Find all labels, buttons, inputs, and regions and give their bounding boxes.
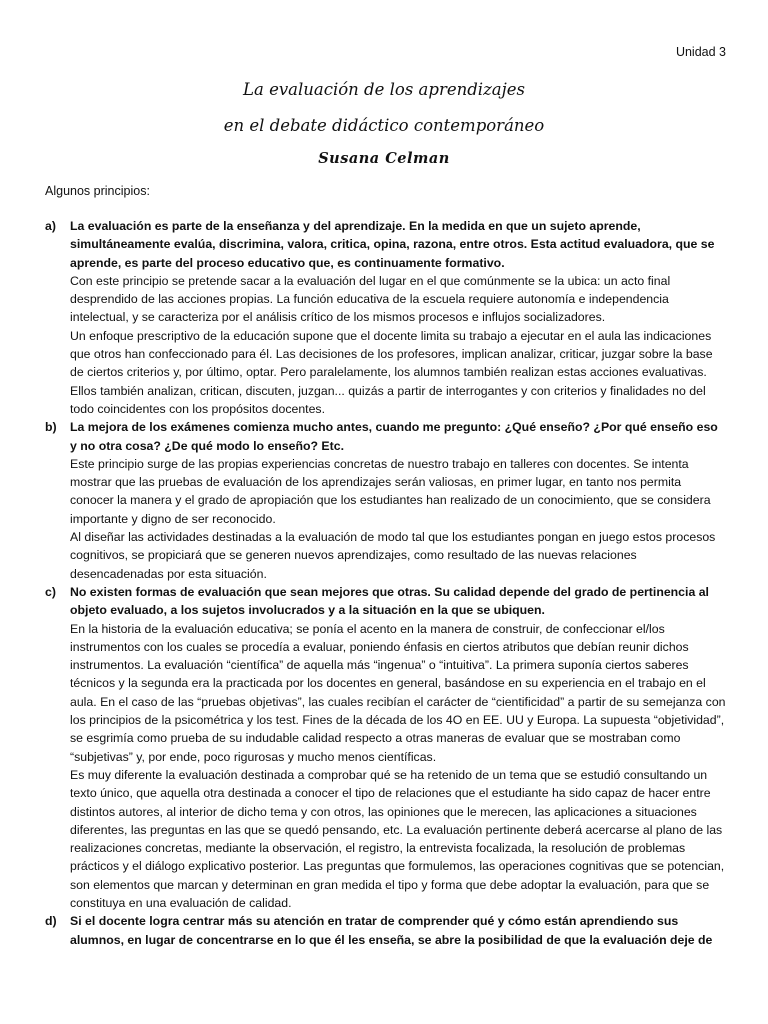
document-title-line-2: en el debate didáctico contemporáneo (223, 116, 545, 135)
principles-list (45, 217, 728, 949)
document-author: Susana Celman (318, 150, 450, 167)
principle-paragraph: Un enfoque prescriptivo de la educación supone que el docente limita su trabajo a ejecutar en el aula las indicaciones que otros han confeccionado para él. Las decisiones de los profesores, implican analizar, criticar, juzgar sobre la base de ciertos criterios y, por último, optar. Pero paralelamente, los alumnos también realizan estas acciones evaluativas. Ellos también analizan, critican, discuten, juzgan... quizás a partir de interrogantes y con criterios y finalidades no del todo coincidentes con los propósitos docentes. (70, 328, 713, 416)
intro-text: Algunos principios: (45, 184, 150, 198)
principle-paragraph: Este principio surge de las propias experiencias concretas de nuestro trabajo en talleres con docentes. Se intenta mostrar que las pruebas de evaluación de los aprendizajes serán valiosas, en primer lugar, en tanto nos permita conocer la manera y el grado de apropiación que los estudiantes han realizado de un conocimiento, que se considera importante y digno de ser reconocido. (70, 456, 711, 526)
principle-paragraph: Es muy diferente la evaluación destinada a comprobar qué se ha retenido de un tema que se estudió consultando un texto único, que aquella otra destinada a conocer el tipo de relaciones que el estudiante ha sido capaz de hacer entre distintos autores, al interior de dicho tema y con otros, las opiniones que le merecen, las aplicaciones a situaciones diferentes, las preguntas en las que se quedó pensando, etc. La evaluación pertinente deberá acercarse al plano de las realizaciones concretas, mediante la observación, el registro, la entrevista focalizada, la resolución de problemas prácticos y el diálogo explicativo posterior. Las preguntas que formulemos, las operaciones cognitivas que se potencian, son elementos que marcan y determinan en gran medida el tipo y forma que debe adoptar la evaluación, para que se constituya en una evaluación de calidad. (70, 767, 725, 910)
principle-c (45, 583, 728, 912)
principle-d (45, 912, 728, 949)
document-title-line-1: La evaluación de los aprendizajes (243, 80, 525, 99)
unit-label: Unidad 3 (675, 45, 726, 59)
principle-paragraph: Al diseñar las actividades destinadas a la evaluación de modo tal que los estudiantes pongan en juego estos procesos cognitivos, se propiciará que se generen nuevos aprendizajes, como resultado de las nuevas relaciones desencadenadas por esta situación. (70, 530, 716, 581)
principle-heading: La evaluación es parte de la enseñanza y del aprendizaje. En la medida en que un sujeto aprende, simultáneamente evalúa, discrimina, valora, critica, opina, razona, entre otros. Esta actitud evaluadora, que se aprende, es parte del proceso educativo que, es continuamente formativo. (70, 219, 715, 270)
principle-paragraph: Con este principio se pretende sacar a la evaluación del lugar en el que comúnmente se la ubica: un acto final desprendido de las acciones propias. La función educativa de la escuela requiere autonomía e independencia intelectual, y se caracteriza por el análisis crítico de los mismos procesos e influjos socializadores. (70, 273, 671, 325)
principle-letter: d) (45, 914, 57, 929)
principle-b (45, 418, 728, 583)
principle-paragraph: En la historia de la evaluación educativa; se ponía el acento en la manera de construir, de confeccionar el/los instrumentos con los cuales se procedía a evaluar, poniendo énfasis en ciertos atributos que debían reunir dichos instrumentos. La evaluación “científica” de aquella más “ingenua” o “intuitiva”. La primera suponía ciertos saberes técnicos y la segunda era la practicada por los docentes en general, basándose en su experiencia en el trabajo en el aula. En el caso de las “pruebas objetivas”, las cuales recibían el carácter de “cientificidad” a partir de su semejanza con los principios de la psicométrica y los test. Fines de la década de los 4O en EE. UU y Europa. La supuesta “objetividad”, se esgrimía como prueba de su indudable calidad respecto a otras maneras de evaluar que se mostraban como “subjetivas” y, por ende, poco rigurosas y mucho menos científicas. (70, 621, 726, 764)
principle-letter: b) (45, 420, 57, 435)
principle-heading: La mejora de los exámenes comienza mucho antes, cuando me pregunto: ¿Qué enseño? ¿Por qué enseño eso y no otra cosa? ¿De qué modo lo enseño? Etc. (70, 420, 718, 453)
principle-a (45, 217, 728, 418)
principle-heading: No existen formas de evaluación que sean mejores que otras. Su calidad depende del grado de pertinencia al objeto evaluado, a los sujetos involucrados y a la situación en la que se ubiquen. (70, 584, 709, 618)
principle-letter: a) (45, 219, 56, 233)
principle-heading: Si el docente logra centrar más su atención en tratar de comprender qué y cómo están aprendiendo sus alumnos, en lugar de concentrarse en lo que él les enseña, se abre la posibilidad de que la evaluación deje de (70, 914, 713, 947)
principle-letter: c) (45, 584, 56, 599)
